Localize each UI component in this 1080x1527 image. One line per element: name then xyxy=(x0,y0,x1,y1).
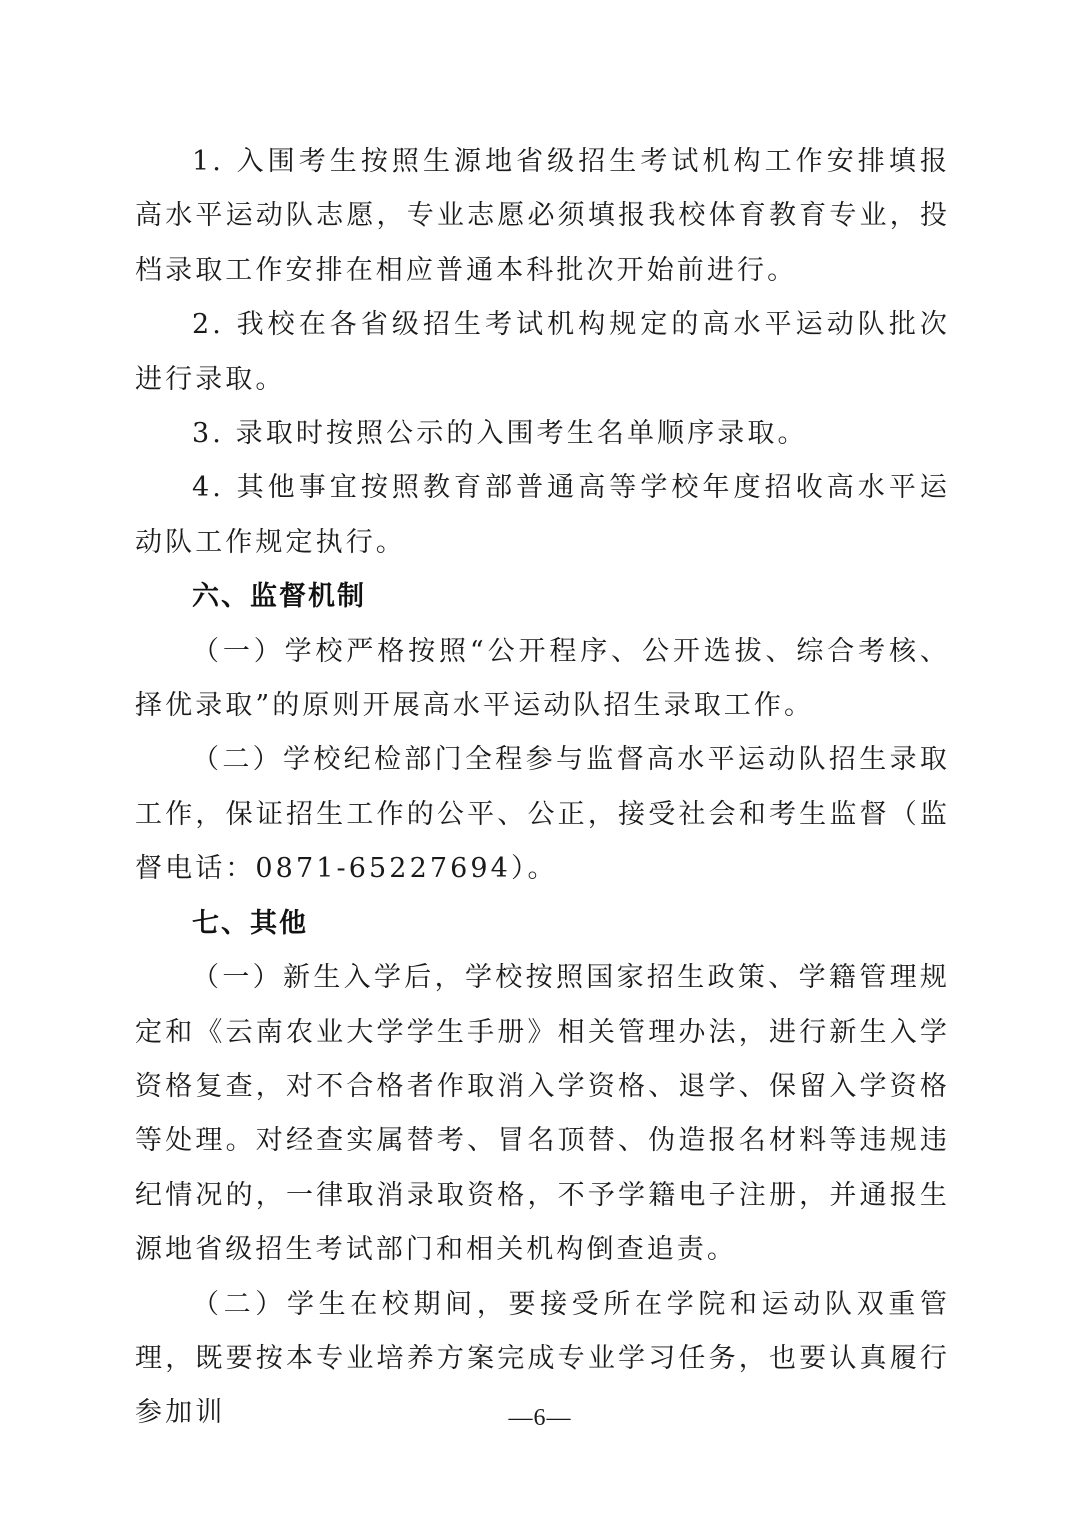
document-body xyxy=(135,135,950,1441)
paragraph-item-3: 3. 录取时按照公示的入围考生名单顺序录取。 xyxy=(192,418,808,450)
section-heading-other: 七、其他 xyxy=(192,907,308,939)
page-number: —6— xyxy=(508,1405,572,1431)
paragraph-supervision-2: （二）学校纪检部门全程参与监督高水平运动队招生录取工作，保证招生工作的公平、公正，接受社会和考生监督（监督电话：0871-65227694）。 xyxy=(135,744,950,885)
paragraph-other-2: （二）学生在校期间，要接受所在学院和运动队双重管理，既要按本专业培养方案完成专业学习任务，也要认真履行参加训 xyxy=(135,1288,950,1429)
section-heading-supervision: 六、监督机制 xyxy=(192,581,366,613)
paragraph-other-1: （一）新生入学后，学校按照国家招生政策、学籍管理规定和《云南农业大学学生手册》相关管理办法，进行新生入学资格复查，对不合格者作取消入学资格、退学、保留入学资格等处理。对经查实属替考、冒名顶替、伪造报名材料等违规违纪情况的，一律取消录取资格，不予学籍电子注册，并通报生源地省级招生考试部门和相关机构倒查追责。 xyxy=(135,962,950,1266)
paragraph-supervision-1: （一）学校严格按照“公开程序、公开选拔、综合考核、择优录取”的原则开展高水平运动队招生录取工作。 xyxy=(135,635,950,722)
paragraph-item-1: 1. 入围考生按照生源地省级招生考试机构工作安排填报高水平运动队志愿，专业志愿必须填报我校体育教育专业，投档录取工作安排在相应普通本科批次开始前进行。 xyxy=(135,146,950,286)
paragraph-item-4: 4. 其他事宜按照教育部普通高等学校年度招收高水平运动队工作规定执行。 xyxy=(135,472,950,558)
paragraph-item-2: 2. 我校在各省级招生考试机构规定的高水平运动队批次进行录取。 xyxy=(135,309,950,395)
